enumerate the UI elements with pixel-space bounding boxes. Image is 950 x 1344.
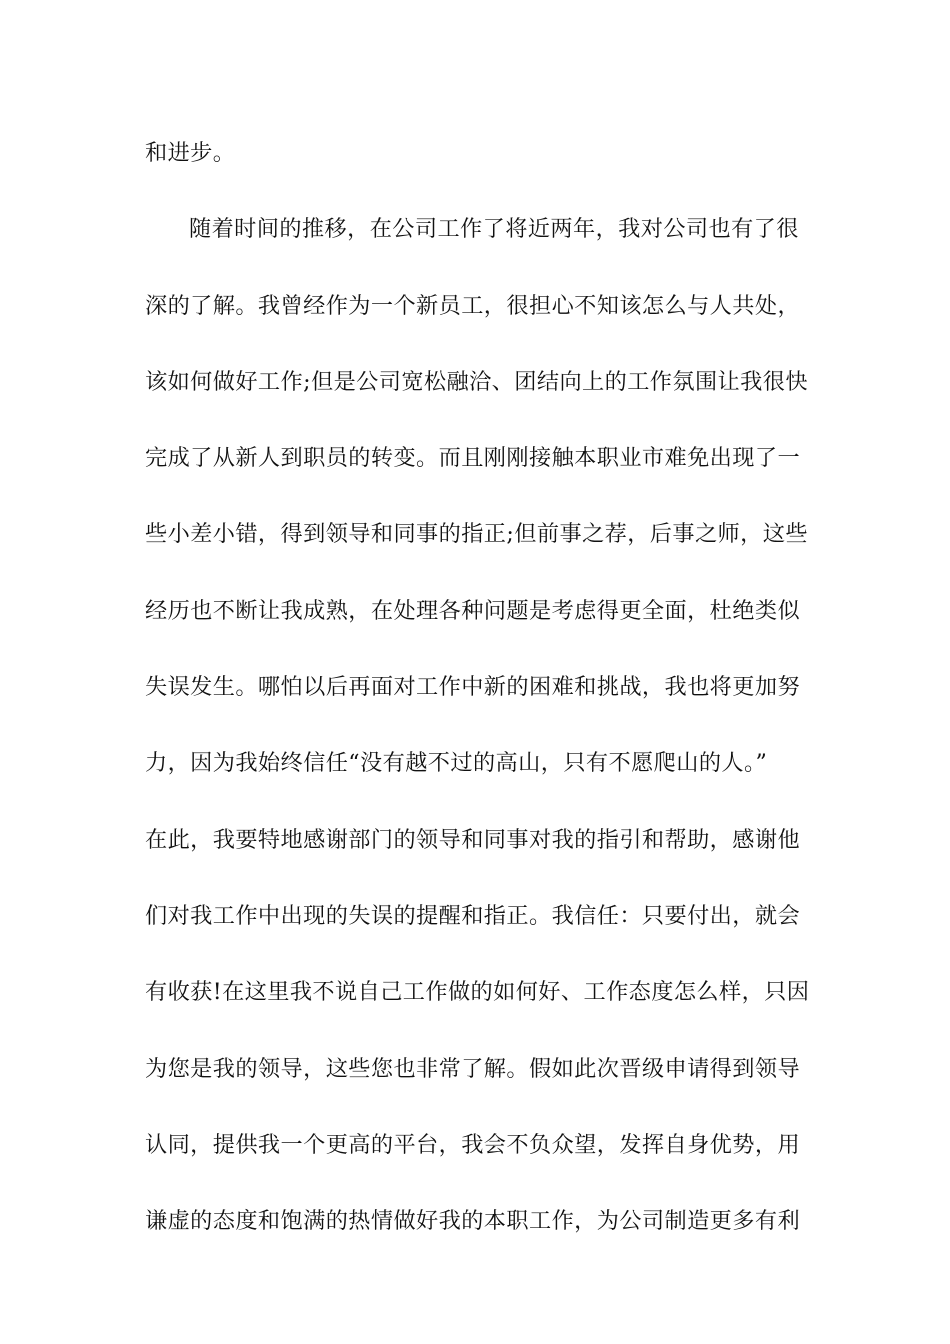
text-line: 深的了解。我曾经作为一个新员工，很担心不知该怎么与人共处， (145, 292, 801, 319)
text-line: 失误发生。哪怕以后再面对工作中新的困难和挑战，我也将更加努 (145, 674, 801, 701)
text-line: 和进步。 (145, 140, 236, 166)
text-line: 经历也不断让我成熟，在处理各种问题是考虑得更全面，杜绝类似 (145, 597, 801, 624)
text-line: 完成了从新人到职员的转变。而且刚刚接触本职业市难免出现了一 (145, 445, 801, 472)
text-line: 些小差小错，得到领导和同事的指正;但前事之荐，后事之师，这些 (145, 521, 808, 548)
document-body (145, 131, 810, 1275)
text-line: 认同，提供我一个更高的平台，我会不负众望，发挥自身优势，用 (145, 1131, 801, 1158)
text-line: 为您是我的领导，这些您也非常了解。假如此次晋级申请得到领导 (145, 1055, 801, 1082)
text-line: 在此，我要特地感谢部门的领导和同事对我的指引和帮助，感谢他 (145, 826, 801, 853)
text-line: 谦虚的态度和饱满的热情做好我的本职工作，为公司制造更多有利 (145, 1208, 801, 1235)
text-line: 力，因为我始终信任“没有越不过的高山，只有不愿爬山的人。” (145, 750, 768, 777)
text-line: 们对我工作中出现的失误的提醒和指正。我信任：只要付出，就会 (145, 902, 801, 929)
paragraph-first-line: 随着时间的推移，在公司工作了将近两年，我对公司也有了很 (189, 216, 799, 243)
text-line: 该如何做好工作;但是公司宽松融洽、团结向上的工作氛围让我很快 (145, 368, 808, 395)
text-line: 有收获!在这里我不说自己工作做的如何好、工作态度怎么样，只因 (145, 979, 810, 1006)
